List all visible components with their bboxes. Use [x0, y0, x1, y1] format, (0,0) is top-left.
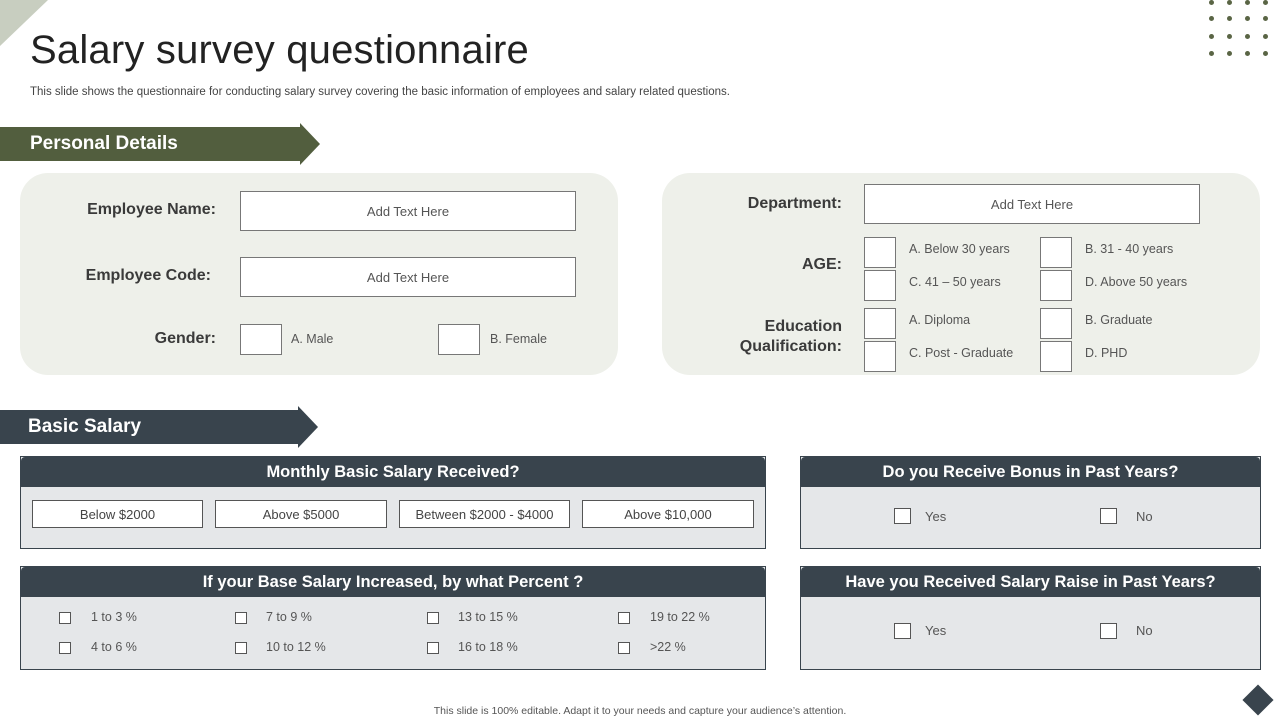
- increase-checkbox[interactable]: [427, 642, 439, 654]
- basic-salary-heading: Basic Salary: [28, 416, 142, 437]
- age-below-30-checkbox[interactable]: [864, 237, 896, 268]
- page-subtitle: This slide shows the questionnaire for conducting salary survey covering the basic information of employees and salary related questions.: [30, 86, 730, 98]
- bonus-card: [800, 456, 1261, 549]
- raise-no-checkbox[interactable]: [1100, 623, 1117, 639]
- age-31-40-checkbox[interactable]: [1040, 237, 1072, 268]
- salary-option-above-10000[interactable]: Above $10,000: [582, 500, 754, 528]
- bonus-no-checkbox[interactable]: [1100, 508, 1117, 524]
- gender-male-checkbox[interactable]: [240, 324, 282, 355]
- raise-no-label: No: [1136, 623, 1153, 638]
- increase-checkbox[interactable]: [427, 612, 439, 624]
- monthly-salary-card: [20, 456, 766, 549]
- increase-checkbox[interactable]: [235, 642, 247, 654]
- education-graduate-checkbox[interactable]: [1040, 308, 1072, 339]
- raise-yes-checkbox[interactable]: [894, 623, 911, 639]
- personal-right-panel: [662, 173, 1260, 375]
- education-label: Education Qualification:: [739, 318, 842, 355]
- salary-option-above-5000[interactable]: Above $5000: [215, 500, 387, 528]
- gender-label: Gender:: [154, 330, 216, 347]
- increase-option-label: 16 to 18 %: [458, 640, 518, 654]
- age-option-label: B. 31 - 40 years: [1085, 242, 1174, 256]
- personal-details-banner: [0, 127, 300, 161]
- bonus-no-label: No: [1136, 509, 1153, 524]
- age-label: AGE:: [802, 256, 842, 273]
- increase-option-label: >22 %: [650, 640, 686, 654]
- monthly-salary-title: Monthly Basic Salary Received?: [21, 457, 765, 487]
- employee-name-label: Employee Name:: [87, 201, 216, 218]
- basic-salary-banner: [0, 410, 298, 444]
- page-title: Salary survey questionnaire: [30, 28, 529, 72]
- gender-female-checkbox[interactable]: [438, 324, 480, 355]
- dot-grid-decoration: [1207, 0, 1277, 62]
- footer-note: This slide is 100% editable. Adapt it to your needs and capture your audience’s attention.: [433, 705, 847, 717]
- education-option-label: B. Graduate: [1085, 313, 1153, 327]
- raise-yes-label: Yes: [925, 623, 947, 638]
- age-option-label: A. Below 30 years: [909, 242, 1010, 256]
- education-diploma-checkbox[interactable]: [864, 308, 896, 339]
- employee-name-field[interactable]: Add Text Here: [240, 191, 576, 231]
- salary-increase-title: If your Base Salary Increased, by what Percent ?: [21, 567, 765, 597]
- increase-checkbox[interactable]: [59, 612, 71, 624]
- bonus-yes-label: Yes: [925, 509, 947, 524]
- salary-raise-card: [800, 566, 1261, 670]
- gender-male-label: A. Male: [291, 332, 334, 346]
- increase-option-label: 10 to 12 %: [266, 640, 326, 654]
- age-41-50-checkbox[interactable]: [864, 270, 896, 301]
- bonus-yes-checkbox[interactable]: [894, 508, 911, 524]
- bonus-title: Do you Receive Bonus in Past Years?: [801, 457, 1260, 487]
- increase-checkbox[interactable]: [235, 612, 247, 624]
- education-option-label: D. PHD: [1085, 346, 1128, 360]
- increase-option-label: 19 to 22 %: [650, 610, 710, 624]
- increase-checkbox[interactable]: [618, 612, 630, 624]
- education-option-label: A. Diploma: [909, 313, 971, 327]
- increase-checkbox[interactable]: [618, 642, 630, 654]
- salary-option-2000-4000[interactable]: Between $2000 - $4000: [399, 500, 570, 528]
- gender-female-label: B. Female: [490, 332, 547, 346]
- employee-code-field[interactable]: Add Text Here: [240, 257, 576, 297]
- increase-option-label: 7 to 9 %: [266, 610, 312, 624]
- education-post-graduate-checkbox[interactable]: [864, 341, 896, 372]
- personal-details-heading: Personal Details: [30, 133, 178, 154]
- personal-left-panel: [20, 173, 618, 375]
- salary-option-below-2000[interactable]: Below $2000: [32, 500, 203, 528]
- salary-increase-card: [20, 566, 766, 670]
- employee-code-label: Employee Code:: [85, 267, 211, 284]
- age-option-label: D. Above 50 years: [1085, 275, 1188, 289]
- age-option-label: C. 41 – 50 years: [909, 275, 1001, 289]
- salary-raise-title: Have you Received Salary Raise in Past Years?: [801, 567, 1260, 597]
- increase-option-label: 13 to 15 %: [458, 610, 518, 624]
- increase-checkbox[interactable]: [59, 642, 71, 654]
- increase-option-label: 1 to 3 %: [91, 610, 137, 624]
- increase-option-label: 4 to 6 %: [91, 640, 137, 654]
- education-phd-checkbox[interactable]: [1040, 341, 1072, 372]
- department-field[interactable]: Add Text Here: [864, 184, 1200, 224]
- age-above-50-checkbox[interactable]: [1040, 270, 1072, 301]
- education-option-label: C. Post - Graduate: [909, 346, 1014, 360]
- department-label: Department:: [747, 195, 842, 212]
